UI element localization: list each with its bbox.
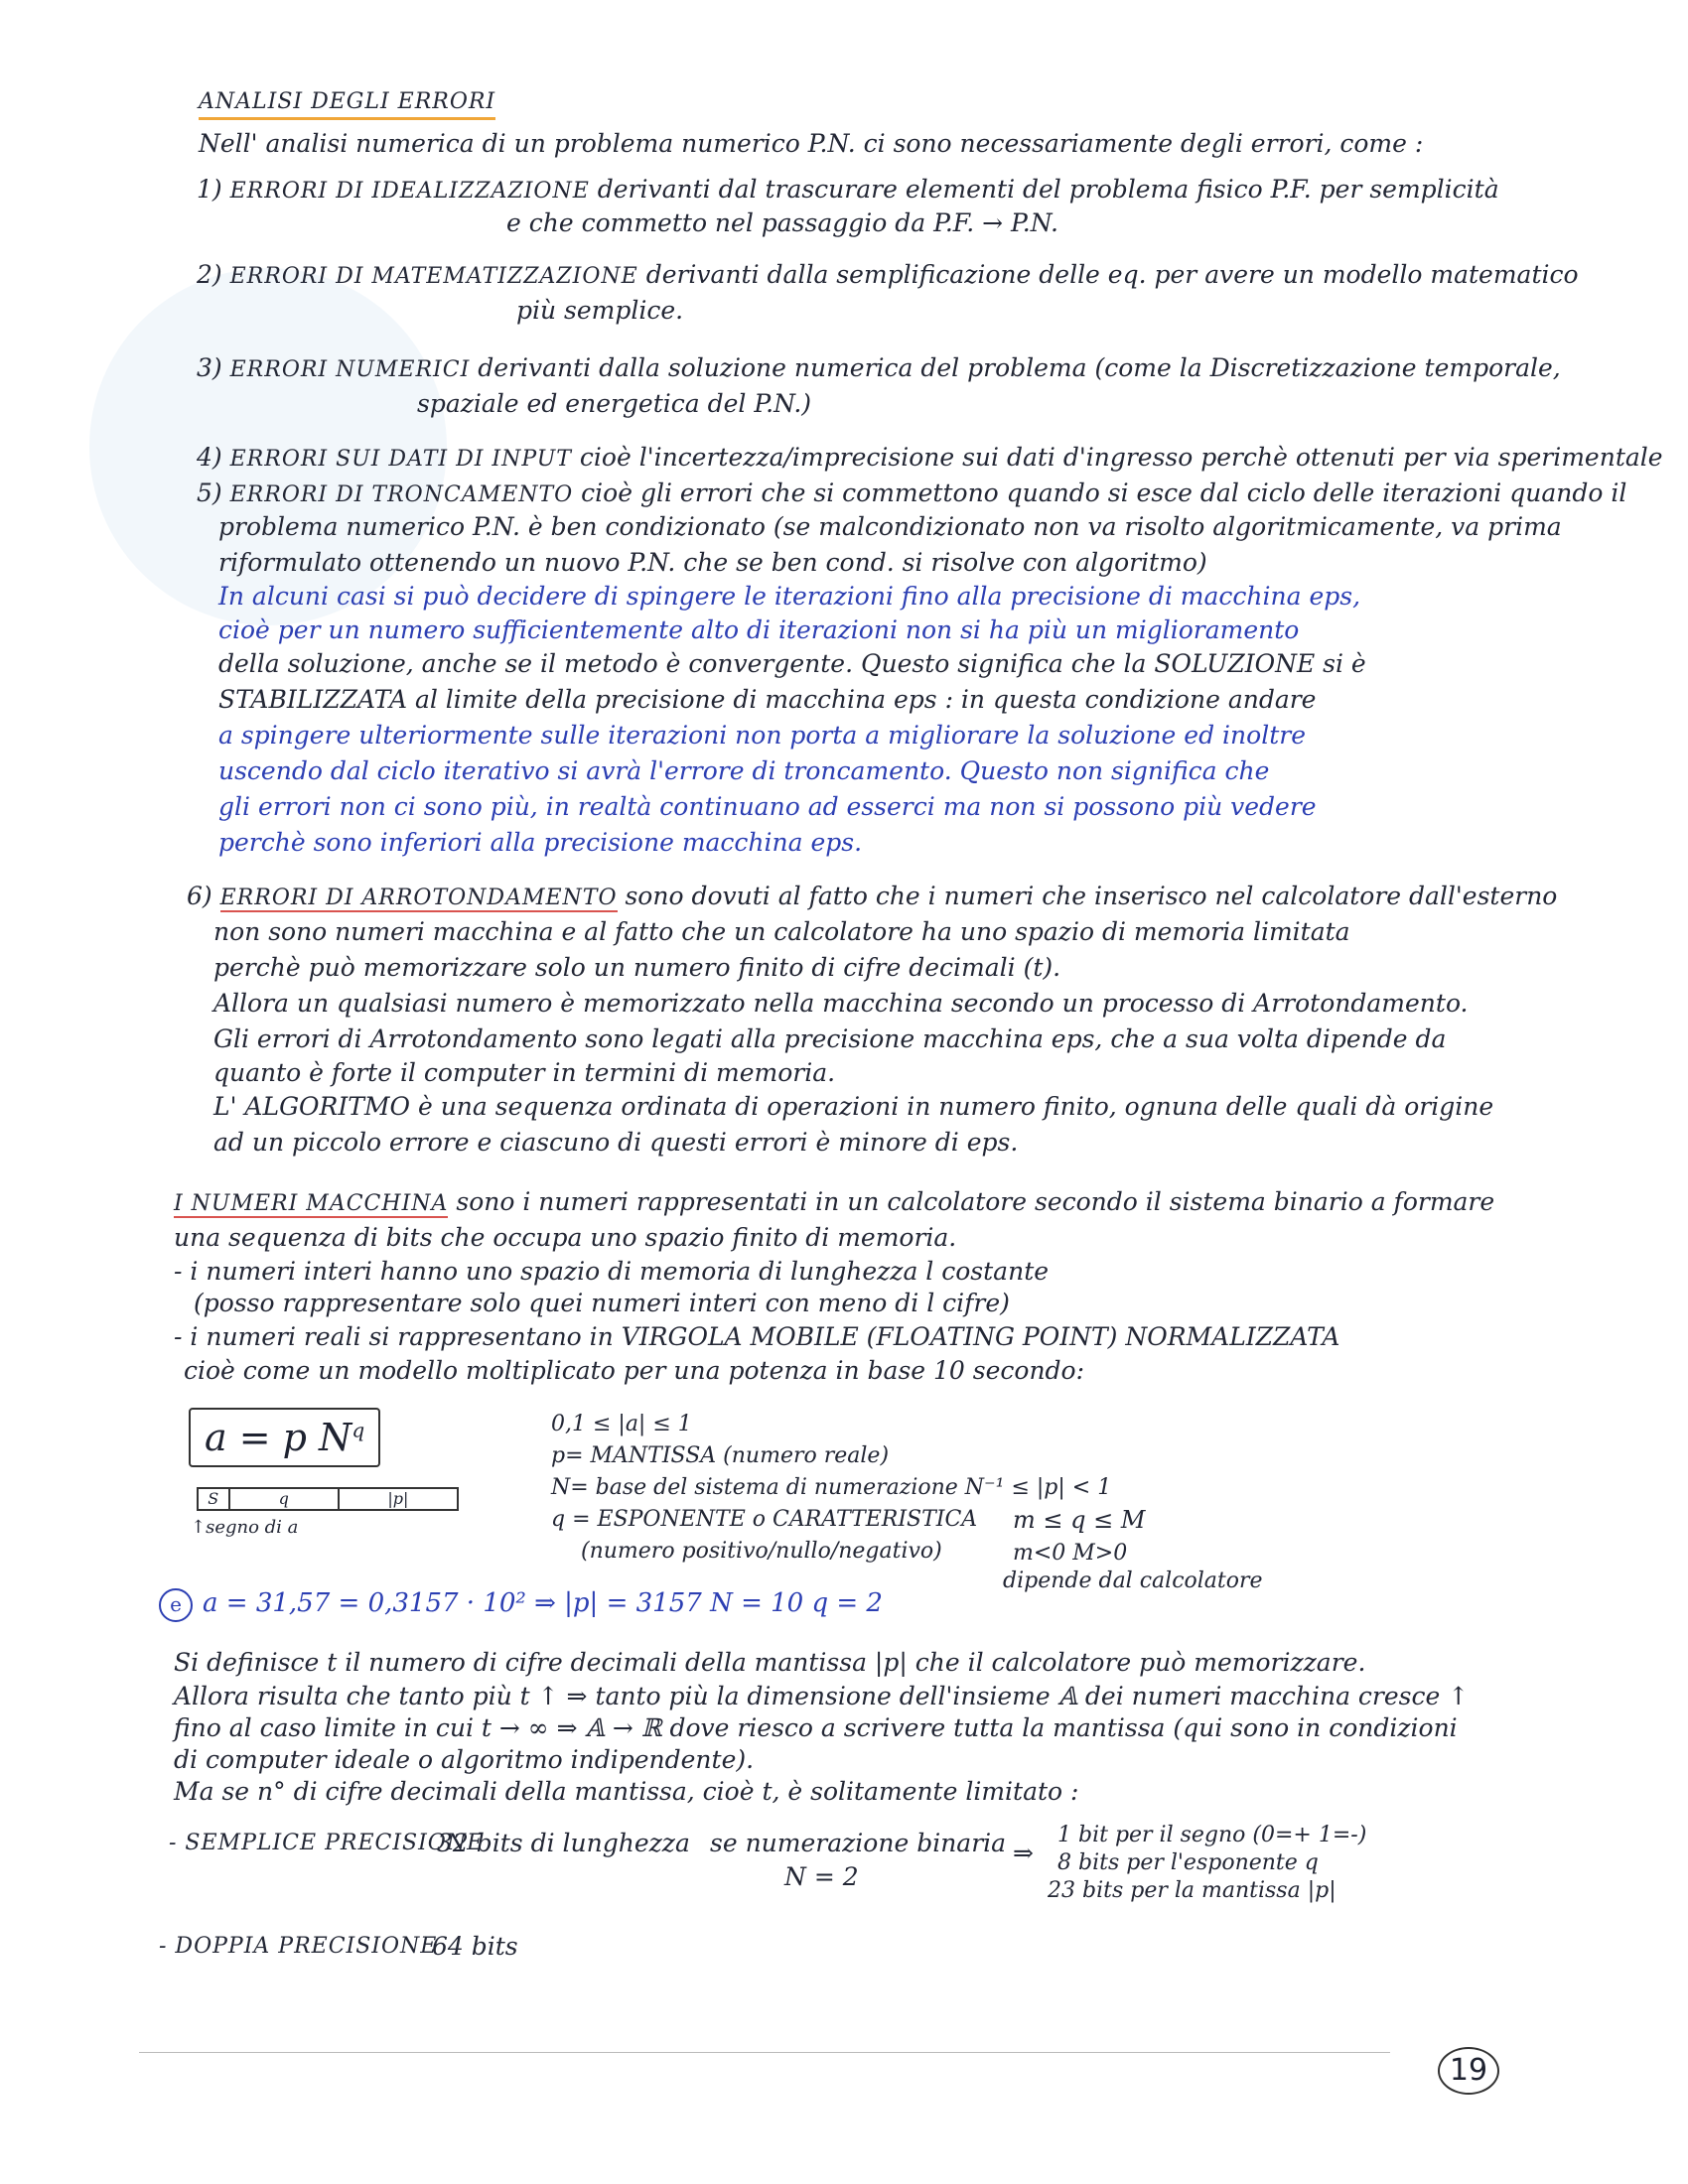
example-line — [159, 1588, 883, 1622]
item-4 — [197, 443, 1663, 475]
item-5-line-11: perchè sono inferiori alla precisione macchina eps. — [218, 828, 863, 857]
def-1: 0,1 ≤ |a| ≤ 1 — [551, 1412, 692, 1436]
item-number: 2) — [197, 260, 222, 289]
item-5-line-5: cioè per un numero sufficientemente alto di iterazioni non si ha più un miglioramento — [218, 615, 1300, 644]
formula-exp: q — [352, 1418, 365, 1442]
item-6-line-8: ad un piccolo errore e ciascuno di questi errori è minore di eps. — [213, 1128, 1019, 1157]
item-text: sono dovuti al fatto che i numeri che inserisco nel calcolatore dall'esterno — [625, 882, 1558, 910]
def-2: p= MANTISSA (numero reale) — [551, 1443, 890, 1468]
item-6-line-3: perchè può memorizzare solo un numero finito di cifre decimali (t). — [213, 953, 1061, 982]
def-5: (numero positivo/nullo/negativo) — [581, 1539, 942, 1564]
detail-2: 8 bits per l'esponente q — [1057, 1850, 1319, 1875]
numeri-line-6: cioè come un modello moltiplicato per una potenza in base 10 secondo: — [184, 1356, 1085, 1385]
n-equals-2: N = 2 — [784, 1862, 859, 1891]
item-3 — [197, 353, 1561, 385]
formula-main: a = p N — [205, 1416, 352, 1459]
item-6-line-7: L' ALGORITMO è una sequenza ordinata di operazioni in numero finito, ognuna delle quali dà origine — [213, 1092, 1494, 1121]
item-5-line-6: della soluzione, anche se il metodo è convergente. Questo significa che la SOLUZIONE si è — [218, 649, 1366, 678]
binaria-text: se numerazione binaria — [710, 1829, 1007, 1857]
item-5-line-10: gli errori non ci sono più, in realtà continuano ad esserci ma non si possono più vedere — [218, 792, 1317, 821]
item-number: 5) — [197, 478, 222, 507]
footer-line — [139, 2052, 1390, 2053]
item-number: 6) — [187, 882, 212, 910]
item-label: ERRORI NUMERICI — [229, 357, 471, 382]
detail-3: 23 bits per la mantissa |p| — [1048, 1878, 1336, 1903]
numeri-line-2: una sequenza di bits che occupa uno spazio finito di memoria. — [174, 1223, 957, 1252]
bit-exponent: q — [230, 1489, 340, 1509]
after-line-5: Ma se n° di cifre decimali della mantissa, cioè t, è solitamente limitato : — [174, 1777, 1079, 1806]
semplice-bits: 32 bits di lunghezza — [437, 1829, 690, 1857]
item-text: derivanti dalla semplificazione delle eq. per avere un modello matematico — [645, 260, 1579, 289]
bit-mantissa: |p| — [387, 1489, 409, 1508]
after-line-1: Si definisce t il numero di cifre decimali della mantissa |p| che il calcolatore può memorizzare. — [174, 1648, 1366, 1677]
numeri-text: sono i numeri rappresentati in un calcolatore secondo il sistema binario a formare — [456, 1187, 1495, 1216]
item-3-line-2: spaziale ed energetica del P.N.) — [417, 389, 812, 418]
item-number: 4) — [197, 443, 222, 472]
doppia-bits: 64 bits — [432, 1932, 518, 1961]
item-text: derivanti dal trascurare elementi del problema fisico P.F. per semplicità — [597, 175, 1499, 204]
after-line-4: di computer ideale o algoritmo indipendente). — [174, 1745, 755, 1774]
bit-layout — [197, 1487, 459, 1511]
precision-arrow: ⇒ — [1013, 1839, 1034, 1867]
item-2-line-2: più semplice. — [516, 296, 684, 325]
doppia-label: - DOPPIA PRECISIONE — [159, 1934, 438, 1959]
numeri-macchina — [174, 1187, 1494, 1219]
item-6-line-6: quanto è forte il computer in termini di memoria. — [213, 1058, 836, 1087]
range-2: m<0 M>0 — [1013, 1541, 1128, 1566]
item-1 — [197, 175, 1499, 206]
item-label: ERRORI DI TRONCAMENTO — [229, 482, 574, 507]
range-3: dipende dal calcolatore — [1003, 1569, 1263, 1593]
numeri-line-3: - i numeri interi hanno uno spazio di memoria di lunghezza l costante — [174, 1257, 1050, 1286]
numeri-line-4: (posso rappresentare solo quei numeri interi con meno di l cifre) — [194, 1289, 1010, 1317]
item-2 — [197, 260, 1579, 292]
after-line-2: Allora risulta che tanto più t ↑ ⇒ tanto più la dimensione dell'insieme 𝔸 dei numeri macchina cresce ↑ — [174, 1682, 1470, 1710]
semplice-label: - SEMPLICE PRECISIONE — [169, 1831, 485, 1855]
item-5 — [197, 478, 1626, 510]
item-5-line-8: a spingere ulteriormente sulle iterazioni non porta a migliorare la soluzione ed inoltre — [218, 721, 1306, 750]
example-text: a = 31,57 = 0,3157 · 10² ⇒ |p| = 3157 N = 10 q = 2 — [203, 1588, 883, 1618]
item-5-line-4: In alcuni casi si può decidere di spingere le iterazioni fino alla precisione di macchina eps, — [218, 582, 1361, 611]
item-number: 3) — [197, 353, 222, 382]
item-6-line-2: non sono numeri macchina e al fatto che un calcolatore ha uno spazio di memoria limitata — [213, 917, 1350, 946]
page-number: 19 — [1438, 2047, 1499, 2095]
numeri-heading: I NUMERI MACCHINA — [174, 1191, 449, 1216]
bit-sign: S — [199, 1489, 230, 1509]
item-5-line-3: riformulato ottenendo un nuovo P.N. che se ben cond. si risolve con algoritmo) — [218, 548, 1207, 577]
range-1: m ≤ q ≤ M — [1013, 1506, 1146, 1534]
item-text: derivanti dalla soluzione numerica del problema (come la Discretizzazione temporale, — [478, 353, 1561, 382]
item-5-line-2: problema numerico P.N. è ben condizionato (se malcondizionato non va risolto algoritmicamente, va prima — [218, 512, 1562, 541]
item-5-line-9: uscendo dal ciclo iterativo si avrà l'errore di troncamento. Questo non significa che — [218, 756, 1270, 785]
page-title: ANALISI DEGLI ERRORI — [199, 87, 495, 120]
item-number: 1) — [197, 175, 222, 204]
item-label: ERRORI SUI DATI DI INPUT — [229, 447, 572, 472]
item-label: ERRORI DI ARROTONDAMENTO — [219, 886, 618, 910]
item-label: ERRORI DI IDEALIZZAZIONE — [229, 179, 590, 204]
intro-text: Nell' analisi numerica di un problema numerico P.N. ci sono necessariamente degli errori, come : — [199, 129, 1424, 158]
def-4: q = ESPONENTE o CARATTERISTICA — [551, 1507, 978, 1532]
formula-box — [189, 1408, 380, 1467]
detail-1: 1 bit per il segno (0=+ 1=-) — [1057, 1823, 1367, 1847]
sign-label: ↑segno di a — [191, 1517, 299, 1538]
item-text: cioè l'incertezza/imprecisione sui dati d'ingresso perchè ottenuti per via sperimentale — [579, 443, 1663, 472]
example-mark: e — [159, 1588, 193, 1622]
item-6-line-5: Gli errori di Arrotondamento sono legati alla precisione macchina eps, che a sua volta dipende da — [213, 1024, 1447, 1053]
def-3: N= base del sistema di numerazione N⁻¹ ≤ |p| < 1 — [551, 1475, 1112, 1500]
item-label: ERRORI DI MATEMATIZZAZIONE — [229, 264, 638, 289]
after-line-3: fino al caso limite in cui t → ∞ ⇒ 𝔸 → ℝ dove riesco a scrivere tutta la mantissa (qui sono in condizioni — [174, 1713, 1458, 1742]
item-1-line-2: e che commetto nel passaggio da P.F. → P.N. — [506, 208, 1058, 237]
item-6 — [187, 882, 1557, 913]
item-5-line-7: STABILIZZATA al limite della precisione di macchina eps : in questa condizione andare — [218, 685, 1317, 714]
numeri-line-5: - i numeri reali si rappresentano in VIRGOLA MOBILE (FLOATING POINT) NORMALIZZATA — [174, 1322, 1340, 1351]
item-6-line-4: Allora un qualsiasi numero è memorizzato nella macchina secondo un processo di Arrotondamento. — [213, 989, 1469, 1018]
item-text: cioè gli errori che si commettono quando si esce dal ciclo delle iterazioni quando il — [581, 478, 1627, 507]
